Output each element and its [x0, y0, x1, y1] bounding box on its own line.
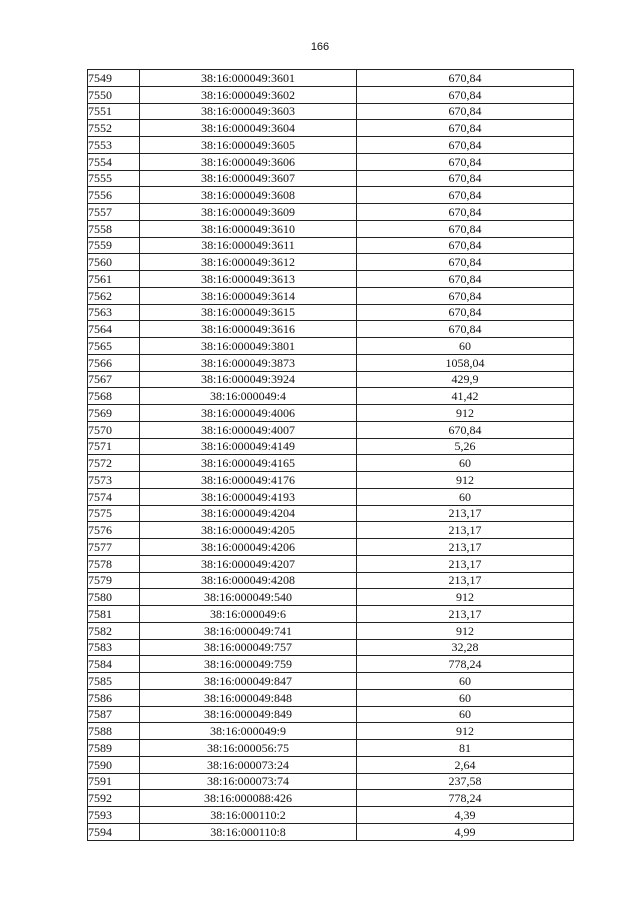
- cadastral-number-cell: 38:16:000049:741: [140, 622, 357, 639]
- area-cell: 213,17: [357, 505, 574, 522]
- cadastral-number-cell: 38:16:000049:3612: [140, 254, 357, 271]
- row-number-cell: 7549: [88, 70, 140, 87]
- table-row: [88, 773, 574, 790]
- table-row: [88, 555, 574, 572]
- table-row: [88, 706, 574, 723]
- row-number-cell: 7580: [88, 589, 140, 606]
- area-cell: 213,17: [357, 539, 574, 556]
- area-cell: 912: [357, 622, 574, 639]
- area-cell: 670,84: [357, 237, 574, 254]
- table-row: [88, 823, 574, 840]
- cadastral-number-cell: 38:16:000049:3610: [140, 220, 357, 237]
- area-cell: 60: [357, 455, 574, 472]
- cadastral-number-cell: 38:16:000049:4165: [140, 455, 357, 472]
- area-cell: 4,99: [357, 823, 574, 840]
- cadastral-number-cell: 38:16:000110:8: [140, 823, 357, 840]
- table-row: [88, 204, 574, 221]
- row-number-cell: 7585: [88, 673, 140, 690]
- area-cell: 778,24: [357, 790, 574, 807]
- row-number-cell: 7587: [88, 706, 140, 723]
- area-cell: 670,84: [357, 421, 574, 438]
- table-row: [88, 740, 574, 757]
- cadastral-number-cell: 38:16:000049:4193: [140, 488, 357, 505]
- cadastral-number-cell: 38:16:000049:3605: [140, 137, 357, 154]
- area-cell: 670,84: [357, 220, 574, 237]
- area-cell: 41,42: [357, 388, 574, 405]
- row-number-cell: 7571: [88, 438, 140, 455]
- area-cell: 213,17: [357, 555, 574, 572]
- cadastral-number-cell: 38:16:000049:849: [140, 706, 357, 723]
- cadastral-number-cell: 38:16:000049:3613: [140, 271, 357, 288]
- cadastral-number-cell: 38:16:000049:3611: [140, 237, 357, 254]
- cadastral-number-cell: 38:16:000049:847: [140, 673, 357, 690]
- cadastral-number-cell: 38:16:000049:848: [140, 689, 357, 706]
- row-number-cell: 7557: [88, 204, 140, 221]
- table-row: [88, 572, 574, 589]
- cadastral-number-cell: 38:16:000049:4204: [140, 505, 357, 522]
- cadastral-number-cell: 38:16:000049:4208: [140, 572, 357, 589]
- cadastral-number-cell: 38:16:000049:3924: [140, 371, 357, 388]
- area-cell: 670,84: [357, 170, 574, 187]
- table-row: [88, 656, 574, 673]
- cadastral-number-cell: 38:16:000049:3603: [140, 103, 357, 120]
- row-number-cell: 7588: [88, 723, 140, 740]
- cadastral-number-cell: 38:16:000049:3606: [140, 153, 357, 170]
- cadastral-number-cell: 38:16:000049:3608: [140, 187, 357, 204]
- row-number-cell: 7573: [88, 472, 140, 489]
- table-row: [88, 187, 574, 204]
- cadastral-number-cell: 38:16:000056:75: [140, 740, 357, 757]
- row-number-cell: 7574: [88, 488, 140, 505]
- table-row: [88, 220, 574, 237]
- table-row: [88, 103, 574, 120]
- area-cell: 213,17: [357, 606, 574, 623]
- table-row: [88, 689, 574, 706]
- cadastral-number-cell: 38:16:000088:426: [140, 790, 357, 807]
- area-cell: 912: [357, 405, 574, 422]
- cadastral-number-cell: 38:16:000049:6: [140, 606, 357, 623]
- area-cell: 4,39: [357, 807, 574, 824]
- row-number-cell: 7560: [88, 254, 140, 271]
- table-row: [88, 438, 574, 455]
- row-number-cell: 7592: [88, 790, 140, 807]
- row-number-cell: 7575: [88, 505, 140, 522]
- area-cell: 60: [357, 689, 574, 706]
- area-cell: 912: [357, 723, 574, 740]
- row-number-cell: 7551: [88, 103, 140, 120]
- area-cell: 60: [357, 706, 574, 723]
- area-cell: 1058,04: [357, 354, 574, 371]
- area-cell: 670,84: [357, 271, 574, 288]
- table-row: [88, 354, 574, 371]
- area-cell: 778,24: [357, 656, 574, 673]
- cadastral-number-cell: 38:16:000073:24: [140, 756, 357, 773]
- table-row: [88, 606, 574, 623]
- cadastral-number-cell: 38:16:000049:3601: [140, 70, 357, 87]
- area-cell: 670,84: [357, 120, 574, 137]
- cadastral-number-cell: 38:16:000049:3616: [140, 321, 357, 338]
- row-number-cell: 7579: [88, 572, 140, 589]
- cadastral-number-cell: 38:16:000049:4206: [140, 539, 357, 556]
- row-number-cell: 7591: [88, 773, 140, 790]
- row-number-cell: 7552: [88, 120, 140, 137]
- table-row: [88, 505, 574, 522]
- table-row: [88, 388, 574, 405]
- area-cell: 429,9: [357, 371, 574, 388]
- row-number-cell: 7555: [88, 170, 140, 187]
- cadastral-number-cell: 38:16:000049:3607: [140, 170, 357, 187]
- cadastral-number-cell: 38:16:000049:3609: [140, 204, 357, 221]
- cadastral-number-cell: 38:16:000049:4007: [140, 421, 357, 438]
- area-cell: 213,17: [357, 522, 574, 539]
- row-number-cell: 7586: [88, 689, 140, 706]
- table-row: [88, 170, 574, 187]
- table-row: [88, 790, 574, 807]
- area-cell: 912: [357, 472, 574, 489]
- area-cell: 670,84: [357, 153, 574, 170]
- cadastral-number-cell: 38:16:000049:540: [140, 589, 357, 606]
- area-cell: 670,84: [357, 187, 574, 204]
- table-row: [88, 271, 574, 288]
- cadastral-number-cell: 38:16:000049:757: [140, 639, 357, 656]
- cadastral-number-cell: 38:16:000049:3604: [140, 120, 357, 137]
- area-cell: 670,84: [357, 304, 574, 321]
- area-cell: 670,84: [357, 86, 574, 103]
- row-number-cell: 7576: [88, 522, 140, 539]
- table-row: [88, 756, 574, 773]
- row-number-cell: 7565: [88, 338, 140, 355]
- area-cell: 81: [357, 740, 574, 757]
- area-cell: 60: [357, 338, 574, 355]
- area-cell: 213,17: [357, 572, 574, 589]
- table-row: [88, 70, 574, 87]
- table-row: [88, 120, 574, 137]
- row-number-cell: 7583: [88, 639, 140, 656]
- cadastral-number-cell: 38:16:000049:3873: [140, 354, 357, 371]
- row-number-cell: 7589: [88, 740, 140, 757]
- cadastral-number-cell: 38:16:000049:4176: [140, 472, 357, 489]
- table-row: [88, 522, 574, 539]
- area-cell: 237,58: [357, 773, 574, 790]
- table-row: [88, 254, 574, 271]
- row-number-cell: 7572: [88, 455, 140, 472]
- row-number-cell: 7567: [88, 371, 140, 388]
- table-row: [88, 321, 574, 338]
- row-number-cell: 7562: [88, 287, 140, 304]
- cadastral-number-cell: 38:16:000049:4207: [140, 555, 357, 572]
- cadastral-number-cell: 38:16:000049:4: [140, 388, 357, 405]
- row-number-cell: 7578: [88, 555, 140, 572]
- row-number-cell: 7558: [88, 220, 140, 237]
- row-number-cell: 7584: [88, 656, 140, 673]
- table-row: [88, 421, 574, 438]
- cadastral-number-cell: 38:16:000049:4205: [140, 522, 357, 539]
- area-cell: 912: [357, 589, 574, 606]
- area-cell: 32,28: [357, 639, 574, 656]
- row-number-cell: 7553: [88, 137, 140, 154]
- area-cell: 5,26: [357, 438, 574, 455]
- cadastral-number-cell: 38:16:000049:3602: [140, 86, 357, 103]
- cadastral-number-cell: 38:16:000049:3614: [140, 287, 357, 304]
- table-row: [88, 488, 574, 505]
- row-number-cell: 7563: [88, 304, 140, 321]
- cadastral-number-cell: 38:16:000049:4149: [140, 438, 357, 455]
- table-row: [88, 86, 574, 103]
- row-number-cell: 7564: [88, 321, 140, 338]
- area-cell: 670,84: [357, 204, 574, 221]
- area-cell: 670,84: [357, 137, 574, 154]
- row-number-cell: 7554: [88, 153, 140, 170]
- table-row: [88, 622, 574, 639]
- cadastral-number-cell: 38:16:000049:9: [140, 723, 357, 740]
- row-number-cell: 7561: [88, 271, 140, 288]
- row-number-cell: 7568: [88, 388, 140, 405]
- row-number-cell: 7566: [88, 354, 140, 371]
- table-row: [88, 304, 574, 321]
- row-number-cell: 7577: [88, 539, 140, 556]
- page-number: 166: [310, 41, 330, 53]
- area-cell: 670,84: [357, 70, 574, 87]
- area-cell: 60: [357, 673, 574, 690]
- table-row: [88, 673, 574, 690]
- table-row: [88, 639, 574, 656]
- area-cell: 670,84: [357, 103, 574, 120]
- table-row: [88, 539, 574, 556]
- row-number-cell: 7559: [88, 237, 140, 254]
- row-number-cell: 7550: [88, 86, 140, 103]
- cadastral-number-cell: 38:16:000110:2: [140, 807, 357, 824]
- row-number-cell: 7581: [88, 606, 140, 623]
- cadastral-number-cell: 38:16:000049:3801: [140, 338, 357, 355]
- table-row: [88, 338, 574, 355]
- table-row: [88, 153, 574, 170]
- row-number-cell: 7594: [88, 823, 140, 840]
- area-cell: 60: [357, 488, 574, 505]
- cadastral-number-cell: 38:16:000049:3615: [140, 304, 357, 321]
- row-number-cell: 7593: [88, 807, 140, 824]
- table-row: [88, 455, 574, 472]
- table-row: [88, 237, 574, 254]
- table-row: [88, 137, 574, 154]
- row-number-cell: 7569: [88, 405, 140, 422]
- row-number-cell: 7556: [88, 187, 140, 204]
- cadastral-number-cell: 38:16:000073:74: [140, 773, 357, 790]
- area-cell: 670,84: [357, 254, 574, 271]
- table-row: [88, 472, 574, 489]
- row-number-cell: 7582: [88, 622, 140, 639]
- registry-table: [87, 69, 574, 841]
- row-number-cell: 7570: [88, 421, 140, 438]
- area-cell: 670,84: [357, 287, 574, 304]
- table-row: [88, 589, 574, 606]
- cadastral-number-cell: 38:16:000049:4006: [140, 405, 357, 422]
- row-number-cell: 7590: [88, 756, 140, 773]
- table-row: [88, 723, 574, 740]
- area-cell: 670,84: [357, 321, 574, 338]
- table-row: [88, 807, 574, 824]
- registry-table-body: [88, 70, 574, 841]
- table-row: [88, 371, 574, 388]
- table-row: [88, 405, 574, 422]
- area-cell: 2,64: [357, 756, 574, 773]
- cadastral-number-cell: 38:16:000049:759: [140, 656, 357, 673]
- table-row: [88, 287, 574, 304]
